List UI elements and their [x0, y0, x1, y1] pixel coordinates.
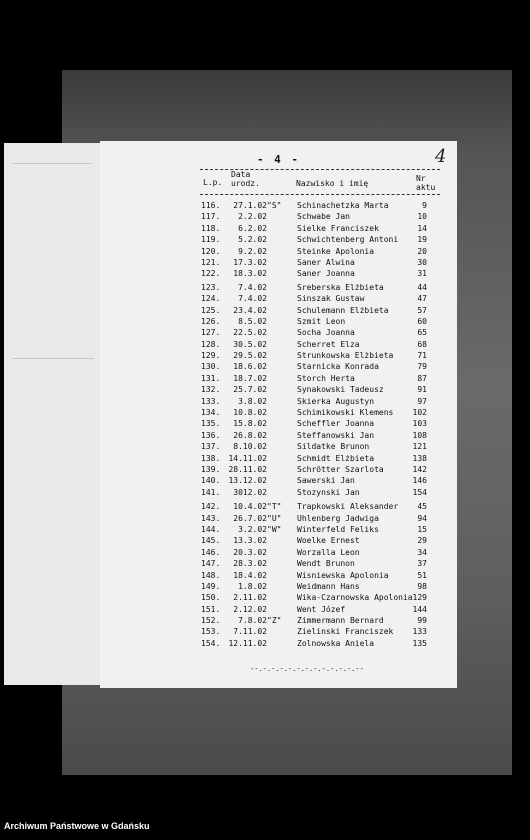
person-name: Wisniewska Apolonia [297, 570, 389, 580]
row-number: 134. [201, 408, 221, 418]
row-number: 132. [201, 385, 221, 395]
row-number: 152. [201, 616, 221, 626]
record-number: 34 [417, 547, 427, 557]
table-row [100, 282, 457, 293]
record-number: 29 [417, 536, 427, 546]
table-row [100, 373, 457, 384]
row-number: 117. [201, 212, 221, 222]
table-row [100, 418, 457, 429]
row-number: 141. [201, 487, 221, 497]
person-name: Sreberska Elżbieta [297, 282, 384, 292]
table-row [100, 570, 457, 581]
person-name: Socha Joanna [297, 328, 355, 338]
person-name: Schinachetzka Marta [297, 201, 389, 210]
table-row [100, 615, 457, 626]
table-row [100, 257, 457, 268]
birth-date: 2.11.02 [233, 593, 267, 603]
record-number: 68 [417, 339, 427, 349]
person-name: Schwichtenberg Antoni [297, 235, 399, 245]
birth-date: 18.4.02 [233, 570, 267, 580]
header-nr-line1: Nr [416, 174, 426, 183]
row-number: 153. [201, 627, 221, 637]
person-name: Went Józef [297, 604, 346, 614]
record-number: 121 [412, 442, 427, 452]
birth-date: 18.7.02 [233, 373, 267, 383]
header-lp: L.p. [203, 178, 223, 187]
birth-date: 18.3.02 [233, 269, 267, 279]
person-name: Scherret Elza [297, 339, 360, 349]
person-name: Stozynski Jan [297, 487, 360, 497]
document-page [100, 141, 457, 688]
person-name: Weidmann Hans [297, 581, 360, 591]
birth-date: 15.8.02 [233, 419, 267, 429]
record-number: 30 [417, 257, 427, 267]
table-row [100, 396, 457, 407]
table-row [100, 558, 457, 569]
table-row [100, 547, 457, 558]
row-number: 151. [201, 604, 221, 614]
birth-date: 23.4.02 [233, 305, 267, 315]
record-number: 154 [412, 487, 427, 497]
section-letter: "S" [267, 201, 282, 210]
table-row [100, 200, 457, 211]
birth-date: 7.11.02 [233, 627, 267, 637]
table-row [100, 293, 457, 304]
row-number: 118. [201, 223, 221, 233]
table-row [100, 246, 457, 257]
record-number: 129 [412, 593, 427, 603]
header-bottom-rule [200, 194, 440, 195]
table-row [100, 350, 457, 361]
birth-date: 7.8.02 [238, 616, 267, 626]
table-row [100, 234, 457, 245]
row-number: 139. [201, 464, 221, 474]
birth-date: 3012.02 [233, 487, 267, 497]
row-number: 133. [201, 396, 221, 406]
person-name: Zimmermann Bernard [297, 616, 384, 626]
table-row [100, 407, 457, 418]
birth-date: 28.11.02 [228, 464, 267, 474]
adjacent-page-edge [4, 143, 101, 685]
row-number: 148. [201, 570, 221, 580]
row-number: 137. [201, 442, 221, 452]
row-number: 154. [201, 638, 221, 648]
record-number: 65 [417, 328, 427, 338]
record-number: 51 [417, 570, 427, 580]
person-name: Schrötter Szarlota [297, 464, 384, 474]
record-number: 142 [412, 464, 427, 474]
birth-date: 18.6.02 [233, 362, 267, 372]
row-number: 130. [201, 362, 221, 372]
record-number: 138 [412, 453, 427, 463]
handwritten-page-number: 4 [435, 146, 447, 167]
person-name: Schulemann Elżbieta [297, 305, 389, 315]
table-row [100, 441, 457, 452]
row-number: 146. [201, 547, 221, 557]
birth-date: 7.4.02 [238, 294, 267, 304]
record-number: 44 [417, 282, 427, 292]
person-name: Strunkowska Elżbieta [297, 351, 394, 361]
birth-date: 28.3.02 [233, 559, 267, 569]
birth-date: 10.4.02 [233, 502, 267, 512]
row-number: 140. [201, 476, 221, 486]
table-row [100, 361, 457, 372]
record-number: 37 [417, 559, 427, 569]
row-number: 136. [201, 430, 221, 440]
record-number: 79 [417, 362, 427, 372]
person-name: Zielinski Franciszek [297, 627, 394, 637]
table-row [100, 487, 457, 498]
record-number: 98 [417, 581, 427, 591]
section-letter: "W" [267, 524, 282, 534]
person-name: Szmit Leon [297, 316, 346, 326]
section-letter: "Z" [267, 616, 282, 626]
person-name: Skierka Augustyn [297, 396, 375, 406]
birth-date: 9.2.02 [238, 246, 267, 256]
record-number: 71 [417, 351, 427, 361]
record-number: 135 [412, 638, 427, 648]
birth-date: 22.5.02 [233, 328, 267, 338]
record-number: 102 [412, 408, 427, 418]
person-name: Sildatke Brunon [297, 442, 370, 452]
row-number: 125. [201, 305, 221, 315]
record-number: 45 [417, 502, 427, 512]
record-number: 144 [412, 604, 427, 614]
row-number: 128. [201, 339, 221, 349]
record-number: 108 [412, 430, 427, 440]
birth-date: 7.4.02 [238, 282, 267, 292]
record-number: 14 [417, 223, 427, 233]
birth-date: 12.11.02 [228, 638, 267, 648]
birth-date: 8.5.02 [238, 316, 267, 326]
birth-date: 2.2.02 [238, 212, 267, 222]
person-name: Zolnowska Aniela [297, 638, 375, 648]
person-name: Wendt Brunon [297, 559, 355, 569]
table-row [100, 535, 457, 546]
person-name: Scheffler Joanna [297, 419, 375, 429]
record-number: 10 [417, 212, 427, 222]
person-name: Schwabe Jan [297, 212, 350, 222]
table-row [100, 626, 457, 637]
record-number: 97 [417, 396, 427, 406]
row-number: 144. [201, 524, 221, 534]
row-number: 126. [201, 316, 221, 326]
birth-date: 26.8.02 [233, 430, 267, 440]
birth-date: 13.3.02 [233, 536, 267, 546]
person-name: Synakowski Tadeusz [297, 385, 384, 395]
birth-date: 2.12.02 [233, 604, 267, 614]
register-table [100, 200, 457, 649]
person-name: Woelke Ernest [297, 536, 360, 546]
person-name: Wika-Czarnowska Apolonia [297, 593, 413, 603]
record-number: 60 [417, 316, 427, 326]
archive-caption: Archiwum Państwowe w Gdańsku [4, 821, 150, 831]
table-row [100, 339, 457, 350]
birth-date: 13.12.02 [228, 476, 267, 486]
birth-date: 20.3.02 [233, 547, 267, 557]
table-row [100, 513, 457, 524]
table-row [100, 268, 457, 279]
table-row [100, 464, 457, 475]
table-row [100, 327, 457, 338]
row-number: 150. [201, 593, 221, 603]
person-name: Saner Joanna [297, 269, 355, 279]
person-name: Schimikowski Klemens [297, 408, 394, 418]
end-of-list-line: --.-.-.-.-.-.-.-.-.-.-.-.-- [250, 665, 364, 673]
person-name: Winterfeld Feliks [297, 524, 379, 534]
birth-date: 1.8.02 [238, 581, 267, 591]
row-number: 124. [201, 294, 221, 304]
record-number: 87 [417, 373, 427, 383]
row-number: 119. [201, 235, 221, 245]
table-row [100, 453, 457, 464]
person-name: Sinszak Gustaw [297, 294, 365, 304]
table-row [100, 524, 457, 535]
row-number: 142. [201, 502, 221, 512]
birth-date: 17.3.02 [233, 257, 267, 267]
person-name: Trapkowski Aleksander [297, 502, 399, 512]
person-name: Worzalla Leon [297, 547, 360, 557]
birth-date: 5.2.02 [238, 235, 267, 245]
person-name: Uhlenberg Jadwiga [297, 513, 379, 523]
table-row [100, 581, 457, 592]
row-number: 145. [201, 536, 221, 546]
person-name: Starnicka Konrada [297, 362, 379, 372]
section-letter: "T" [267, 502, 282, 512]
person-name: Steffanowski Jan [297, 430, 375, 440]
row-number: 120. [201, 246, 221, 256]
person-name: Storch Herta [297, 373, 355, 383]
birth-date: 6.2.02 [238, 223, 267, 233]
record-number: 99 [417, 616, 427, 626]
birth-date: 14.11.02 [228, 453, 267, 463]
table-row [100, 211, 457, 222]
record-number: 146 [412, 476, 427, 486]
table-row [100, 475, 457, 486]
row-number: 138. [201, 453, 221, 463]
header-name: Nazwisko i imię [296, 179, 369, 188]
record-number: 31 [417, 269, 427, 279]
row-number: 147. [201, 559, 221, 569]
table-row [100, 501, 457, 512]
row-number: 143. [201, 513, 221, 523]
person-name: Schmidt Elżbieta [297, 453, 375, 463]
birth-date: 26.7.02 [233, 513, 267, 523]
header-nr-line2: aktu [416, 183, 436, 192]
row-number: 127. [201, 328, 221, 338]
record-number: 103 [412, 419, 427, 429]
table-row [100, 223, 457, 234]
birth-date: 10.8.02 [233, 408, 267, 418]
row-number: 149. [201, 581, 221, 591]
table-row [100, 316, 457, 327]
birth-date: 8.10.02 [233, 442, 267, 452]
page-number: - 4 - [256, 153, 301, 166]
row-number: 122. [201, 269, 221, 279]
record-number: 19 [417, 235, 427, 245]
birth-date: 25.7.02 [233, 385, 267, 395]
record-number: 20 [417, 246, 427, 256]
row-number: 116. [201, 201, 221, 210]
table-row [100, 430, 457, 441]
row-number: 135. [201, 419, 221, 429]
record-number: 9 [422, 201, 427, 210]
table-row [100, 384, 457, 395]
person-name: Sielke Franciszek [297, 223, 379, 233]
record-number: 47 [417, 294, 427, 304]
birth-date: 30.5.02 [233, 339, 267, 349]
record-number: 57 [417, 305, 427, 315]
birth-date: 27.1.02 [233, 201, 267, 210]
person-name: Steinke Apolonia [297, 246, 375, 256]
record-number: 94 [417, 513, 427, 523]
section-letter: "U" [267, 513, 282, 523]
row-number: 121. [201, 257, 221, 267]
birth-date: 3.2.02 [238, 524, 267, 534]
record-number: 133 [412, 627, 427, 637]
table-row [100, 638, 457, 649]
table-row [100, 604, 457, 615]
person-name: Saner Alwina [297, 257, 355, 267]
row-number: 123. [201, 282, 221, 292]
birth-date: 3.8.02 [238, 396, 267, 406]
row-number: 131. [201, 373, 221, 383]
header-date-line1: Data [231, 170, 251, 179]
person-name: Sawerski Jan [297, 476, 355, 486]
birth-date: 29.5.02 [233, 351, 267, 361]
record-number: 91 [417, 385, 427, 395]
header-date-line2: urodz. [231, 179, 260, 188]
row-number: 129. [201, 351, 221, 361]
table-row [100, 592, 457, 603]
table-row [100, 305, 457, 316]
record-number: 15 [417, 524, 427, 534]
